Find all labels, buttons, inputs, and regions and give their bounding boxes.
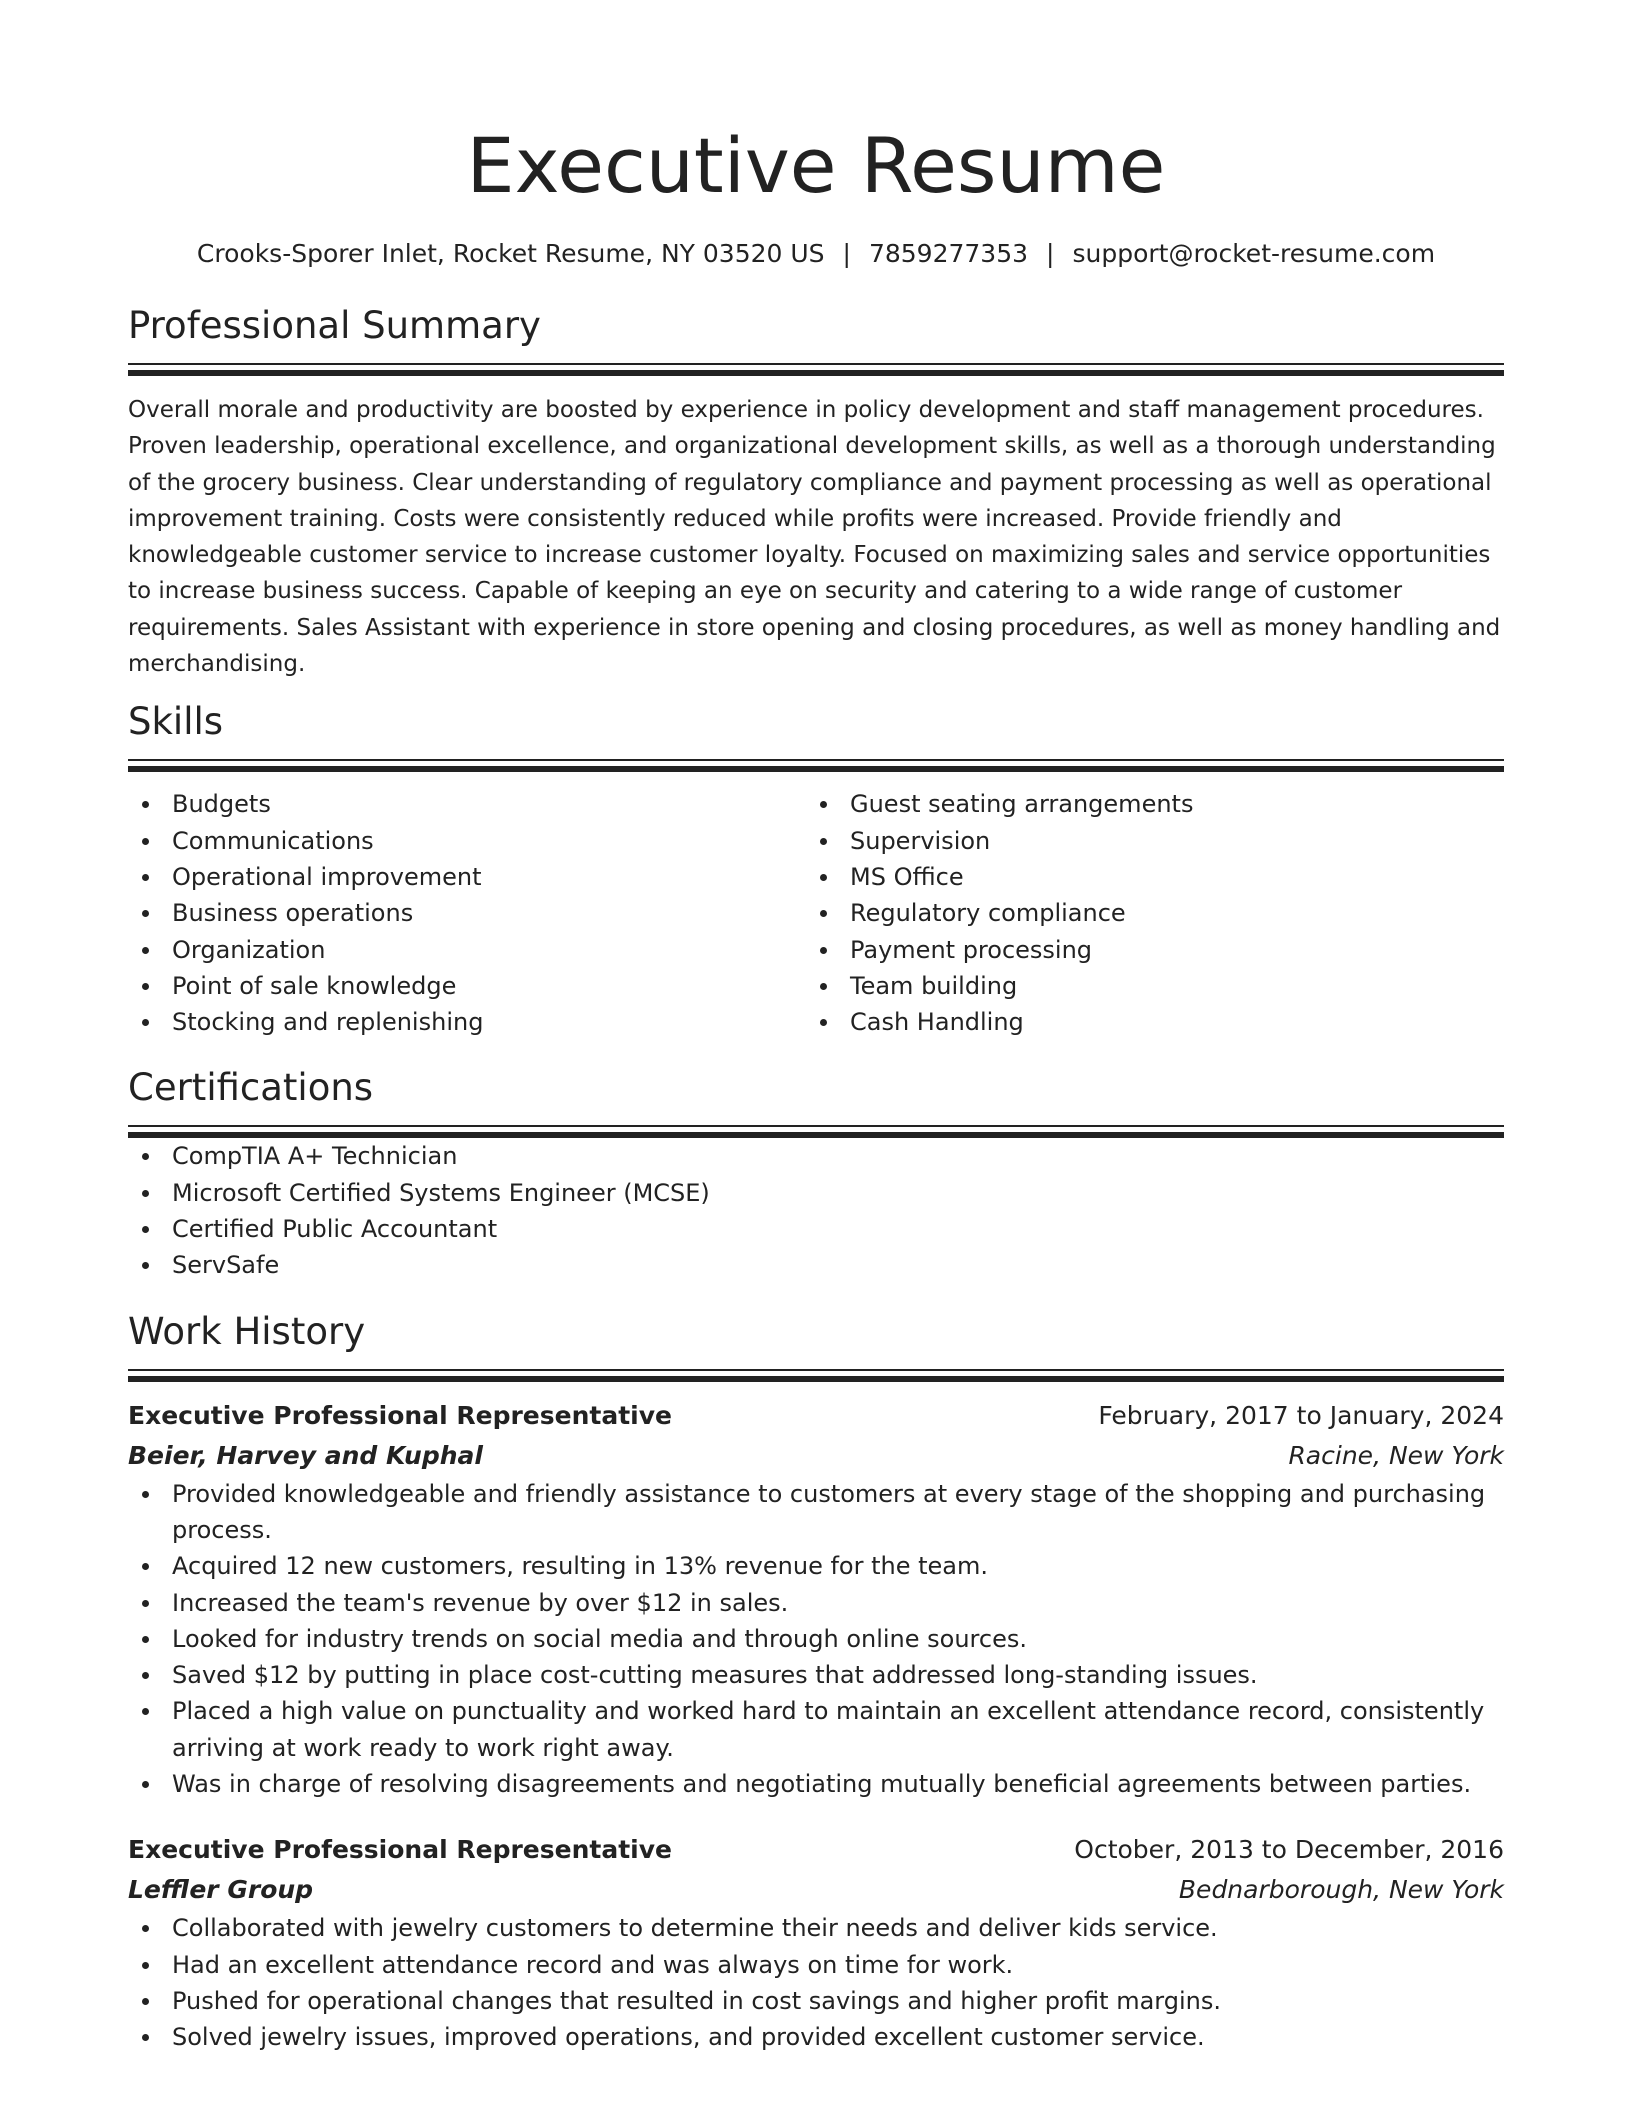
job-subheader [128,1870,1504,1910]
job-title: Executive Professional Representative [128,1835,672,1865]
section-heading-work-history: Work History [128,1309,366,1353]
job-dates: February, 2017 to January, 2024 [1098,1400,1504,1430]
skill-item: Guest seating arrangements [806,786,1484,822]
job-location: Bednarborough, New York [1178,1875,1504,1905]
job-title: Executive Professional Representative [128,1400,672,1430]
skills-grid [128,786,1504,1040]
skill-item: Point of sale knowledge [128,968,806,1004]
job-duty: Solved jewelry issues, improved operations, and provided excellent customer service. [128,2019,1504,2055]
section-divider [128,1125,1504,1138]
skill-item: MS Office [806,859,1484,895]
job-duty: Saved $12 by putting in place cost-cutting measures that addressed long-standing issues. [128,1657,1504,1693]
skill-item: Payment processing [806,932,1484,968]
section-divider [128,363,1504,376]
skills-section [128,698,1504,1040]
job-header [128,1830,1504,1870]
skill-item: Regulatory compliance [806,895,1484,931]
section-divider [128,1369,1504,1382]
job-duty: Placed a high value on punctuality and worked hard to maintain an excellent attendance record, consistently arriving at work ready to work right away. [128,1693,1504,1766]
job-location: Racine, New York [1288,1440,1504,1470]
summary-text: Overall morale and productivity are boosted by experience in policy development and staff management procedures. Proven leadership, operational excellence, and organizational development skills, as well as a thorough understanding of the grocery business. Clear understanding of regulatory compliance and payment processing as well as operational improvement training. Costs were consistently reduced while profits were increased. Provide friendly and knowledgeable customer service to increase customer loyalty. Focused on maximizing sales and service opportunities to increase business success. Capable of keeping an eye on security and catering to a wide range of customer requirements. Sales Assistant with experience in store opening and closing procedures, as well as money handling and merchandising. [128,397,1501,678]
skill-item: Supervision [806,823,1484,859]
skill-item: Team building [806,968,1484,1004]
skills-list-left [128,786,806,1040]
resume-page [128,0,1504,2056]
job-subheader [128,1436,1504,1476]
summary-section [128,302,1504,682]
job-duty: Provided knowledgeable and friendly assistance to customers at every stage of the shopping and purchasing process. [128,1476,1504,1549]
section-heading-summary: Professional Summary [128,304,541,347]
contact-phone: 7859277353 [868,239,1029,268]
contact-line [128,236,1504,272]
job-entry [128,1396,1504,1803]
contact-email[interactable]: support@rocket-resume.com [1072,239,1436,268]
job-duties-list [128,1910,1504,2055]
job-duty: Pushed for operational changes that resulted in cost savings and higher profit margins. [128,1983,1504,2019]
section-heading-skills: Skills [128,700,224,744]
certification-item: CompTIA A+ Technician [128,1138,1504,1174]
contact-address: Crooks-Sporer Inlet, Rocket Resume, NY 03520 US [196,239,825,268]
skill-item: Business operations [128,895,806,931]
job-dates: October, 2013 to December, 2016 [1074,1835,1504,1865]
skill-item: Budgets [128,786,806,822]
job-duties-list [128,1476,1504,1803]
section-divider [128,759,1504,772]
certification-item: Certified Public Accountant [128,1211,1504,1247]
certification-item: Microsoft Certified Systems Engineer (MCSE) [128,1175,1504,1211]
job-duty: Increased the team's revenue by over $12 in sales. [128,1585,1504,1621]
skill-item: Organization [128,932,806,968]
job-entry [128,1830,1504,2055]
contact-separator: | [1046,239,1055,268]
certification-item: ServSafe [128,1247,1504,1283]
skill-item: Operational improvement [128,859,806,895]
resume-title: Executive Resume [466,121,1166,210]
work-history-section [128,1308,1504,2056]
contact-separator: | [842,239,851,268]
job-duty: Was in charge of resolving disagreements and negotiating mutually beneficial agreements between parties. [128,1766,1504,1802]
certifications-section [128,1064,1504,1283]
job-duty: Collaborated with jewelry customers to determine their needs and deliver kids service. [128,1910,1504,1946]
skill-item: Stocking and replenishing [128,1004,806,1040]
job-company: Leffler Group [128,1875,314,1905]
skills-list-right [806,786,1484,1040]
skill-item: Cash Handling [806,1004,1484,1040]
skill-item: Communications [128,823,806,859]
job-duty: Looked for industry trends on social media and through online sources. [128,1621,1504,1657]
job-header [128,1396,1504,1436]
job-duty: Had an excellent attendance record and was always on time for work. [128,1947,1504,1983]
job-duty: Acquired 12 new customers, resulting in 13% revenue for the team. [128,1548,1504,1584]
certifications-list [128,1138,1504,1283]
section-heading-certifications: Certifications [128,1066,374,1110]
job-company: Beier, Harvey and Kuphal [128,1440,483,1470]
